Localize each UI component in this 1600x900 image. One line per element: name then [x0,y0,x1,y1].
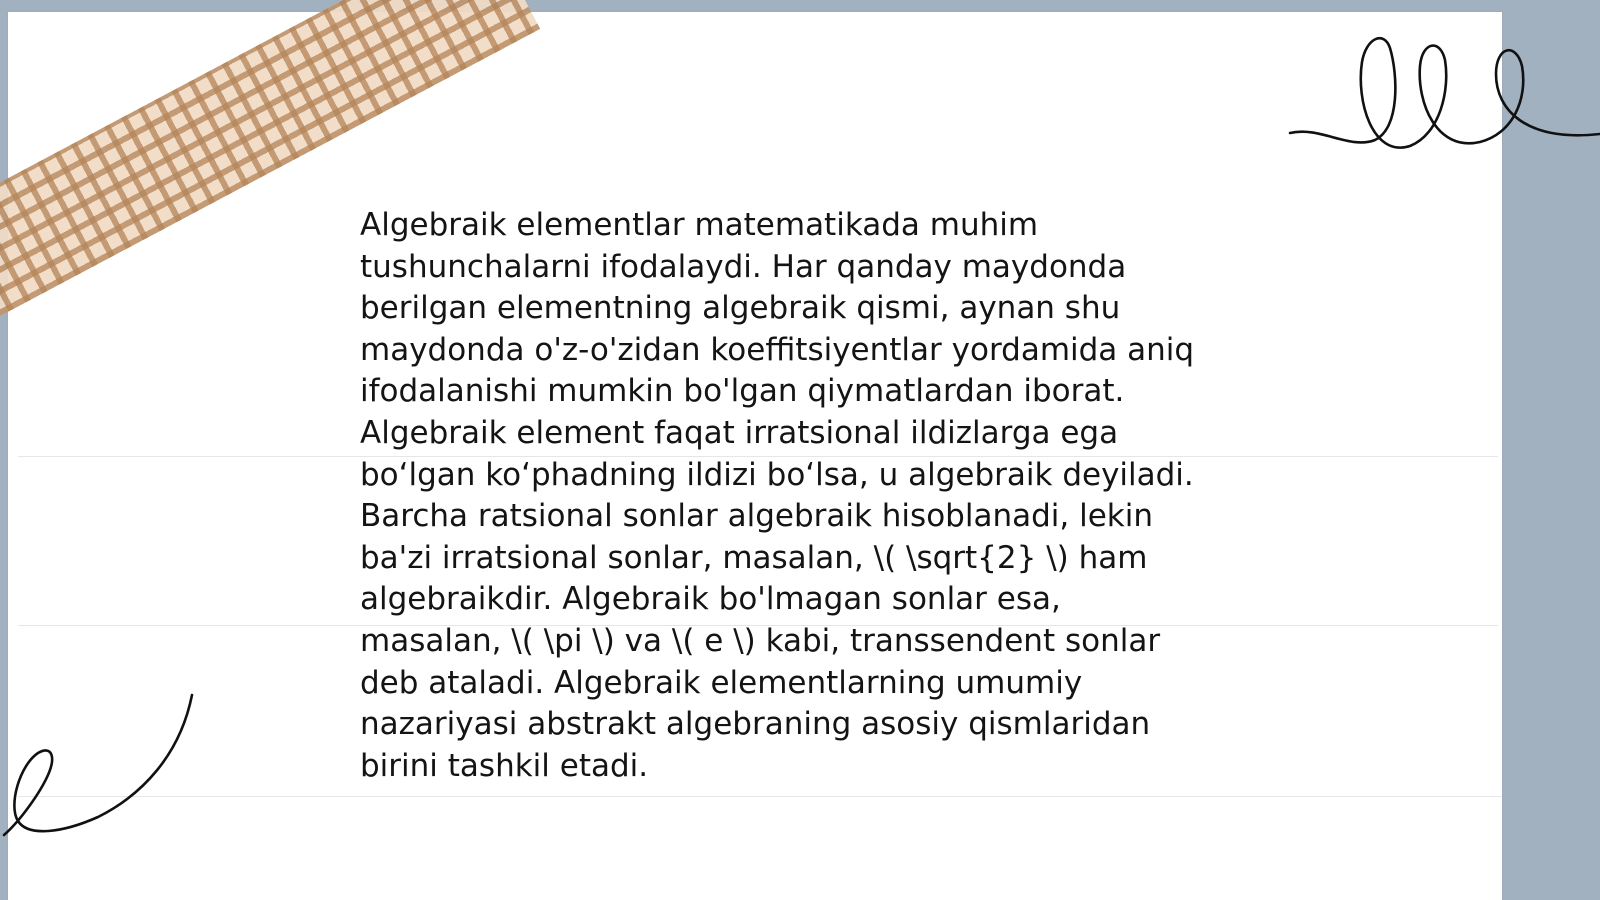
body-paragraph [360,205,1260,787]
body-line: bo‘lgan ko‘phadning ildizi bo‘lsa, u algebraik deyiladi. [360,456,1194,493]
body-line: tushunchalarni ifodalaydi. Har qanday maydonda [360,248,1127,285]
body-line: ba'zi irratsional sonlar, masalan, \( \sqrt{2} \) ham [360,539,1148,576]
body-line: Algebraik elementlar matematikada muhim [360,207,1039,243]
body-line: birini tashkil etadi. [360,747,649,784]
body-line: Algebraik element faqat irratsional ildizlarga ega [360,414,1119,451]
paper-rule-line [18,796,1502,797]
loop-squiggle-icon [1290,30,1600,160]
body-line: ifodalanishi mumkin bo'lgan qiymatlardan iborat. [360,373,1125,410]
body-line: masalan, \( \pi \) va \( e \) kabi, transsendent sonlar [360,622,1161,659]
body-line: algebraikdir. Algebraik bo'lmagan sonlar esa, [360,581,1061,618]
body-line: berilgan elementning algebraik qismi, aynan shu [360,290,1121,327]
body-line: maydonda o'z-o'zidan koeffitsiyentlar yordamida aniq [360,331,1195,368]
body-line: nazariyasi abstrakt algebraning asosiy qismlaridan [360,706,1151,743]
body-line: deb ataladi. Algebraik elementlarning umumiy [360,664,1083,701]
loop-swoosh-icon [0,695,200,845]
body-line: Barcha ratsional sonlar algebraik hisoblanadi, lekin [360,498,1153,535]
